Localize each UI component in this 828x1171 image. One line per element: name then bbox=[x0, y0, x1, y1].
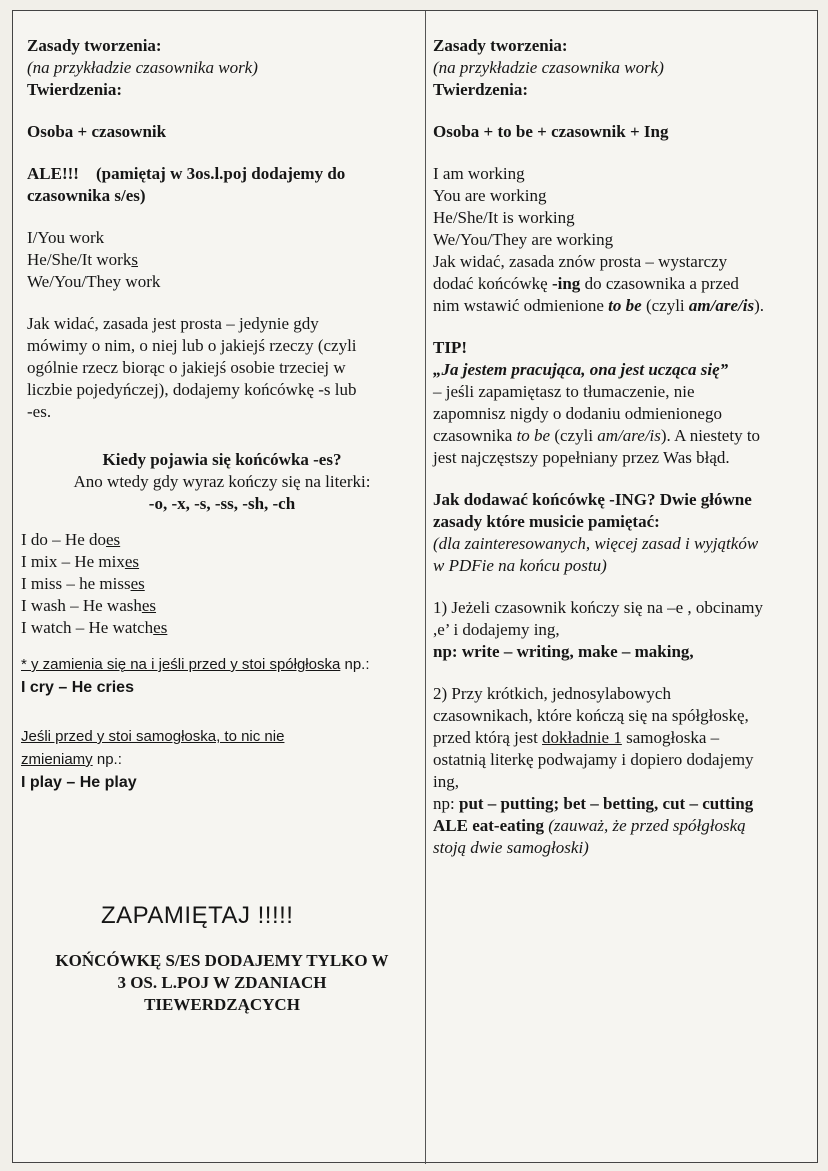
right-expl-2-a: dodać końcówkę bbox=[433, 274, 552, 293]
left-explanation-line-2: mówimy o nim, o niej lub o jakiejś rzeczy (czyli bbox=[27, 336, 357, 355]
right-explanation-line-3 bbox=[433, 295, 825, 317]
y-rule bbox=[21, 653, 417, 699]
left-ale-line bbox=[27, 163, 417, 185]
right-expl-3-c: (czyli bbox=[641, 296, 689, 315]
tip-line-4: jest najczęstszy popełniany przez Was błąd. bbox=[433, 448, 730, 467]
vowel-rule bbox=[21, 725, 417, 794]
tip-3-a: czasownika bbox=[433, 426, 517, 445]
y-rule-line bbox=[21, 653, 417, 676]
es-example-3 bbox=[21, 573, 417, 595]
es-example-4 bbox=[21, 595, 417, 617]
tip-quote: „Ja jestem pracująca, ona jest ucząca się” bbox=[433, 360, 729, 379]
es-example-4-stem: I wash – He wash bbox=[21, 596, 142, 615]
es-endings: -o, -x, -s, -ss, -sh, -ch bbox=[148, 494, 296, 513]
y-rule-example: I cry – He cries bbox=[21, 679, 134, 696]
vowel-rule-underlined: zmieniamy bbox=[21, 751, 93, 768]
left-example-2 bbox=[27, 249, 417, 271]
right-formula: Osoba + to be + czasownik + Ing bbox=[433, 122, 669, 141]
final-rule-line-1: KOŃCÓWKĘ S/ES DODAJEMY TYLKO W bbox=[55, 951, 389, 970]
right-example-3: He/She/It is working bbox=[433, 208, 575, 227]
right-section-title: Twierdzenia: bbox=[433, 80, 529, 99]
right-explanation-line-1: Jak widać, zasada znów prosta – wystarczy bbox=[433, 252, 728, 271]
ing-ale-line bbox=[433, 815, 825, 837]
es-example-1-stem: I do – He do bbox=[21, 530, 106, 549]
right-heading: Zasady tworzenia: bbox=[433, 36, 568, 55]
ing-rule-1-line-2: ,e’ i dodajemy ing, bbox=[433, 620, 560, 639]
left-ale-label: ALE!!! bbox=[27, 164, 79, 183]
rule2-3-c: samogłoska – bbox=[621, 728, 720, 747]
ing-rule-1-line-1: 1) Jeżeli czasownik kończy się na –e , obcinamy bbox=[433, 598, 763, 617]
es-example-3-suffix: es bbox=[130, 574, 145, 593]
ing-rule-2-line-1: 2) Przy krótkich, jednosylabowych bbox=[433, 684, 671, 703]
right-column bbox=[433, 35, 825, 859]
left-example-2-suffix: s bbox=[131, 250, 138, 269]
tip-3-tobe: to be bbox=[516, 426, 551, 445]
es-example-5-suffix: es bbox=[153, 618, 168, 637]
ing-rule-1-example: np: write – writing, make – making, bbox=[433, 642, 694, 661]
left-explanation-line-1: Jak widać, zasada jest prosta – jedynie gdy bbox=[27, 314, 319, 333]
rule2-3-a: przed którą jest bbox=[433, 728, 543, 747]
es-example-5 bbox=[21, 617, 417, 639]
ing-ale-label: ALE eat-eating bbox=[433, 816, 544, 835]
ing-note-1: (dla zainteresowanych, więcej zasad i wyjątków bbox=[433, 534, 759, 553]
es-example-3-stem: I miss – he miss bbox=[21, 574, 131, 593]
ing-rule-2-example bbox=[433, 793, 825, 815]
tip-line-2: zapomnisz nigdy o dodaniu odmienionego bbox=[433, 404, 722, 423]
tip-3-forms: am/are/is bbox=[597, 426, 661, 445]
right-examples bbox=[433, 163, 825, 251]
left-ale-note-1: (pamiętaj w 3os.l.poj dodajemy do bbox=[95, 164, 346, 183]
worksheet bbox=[12, 10, 818, 1163]
ing-rule-2-line-3 bbox=[433, 727, 825, 749]
remember-heading: ZAPAMIĘTAJ !!!!! bbox=[101, 902, 294, 929]
es-examples bbox=[21, 529, 417, 639]
ing-rule-2-line-4: ostatnią literkę podwajamy i dopiero dodajemy bbox=[433, 750, 754, 769]
right-expl-3-e: ). bbox=[754, 296, 764, 315]
rule2-3-exactly-one: dokładnie 1 bbox=[542, 728, 622, 747]
left-subheading: (na przykładzie czasownika work) bbox=[27, 58, 258, 77]
right-subheading: (na przykładzie czasownika work) bbox=[433, 58, 664, 77]
left-example-3: We/You/They work bbox=[27, 272, 161, 291]
right-example-2: You are working bbox=[433, 186, 547, 205]
left-explanation-line-4: liczbie pojedyńczej), dodajemy końcówkę -s lub bbox=[27, 380, 357, 399]
es-example-5-stem: I watch – He watch bbox=[21, 618, 154, 637]
left-explanation-line-5: -es. bbox=[27, 402, 52, 421]
right-explanation-line-2 bbox=[433, 273, 825, 295]
es-question: Kiedy pojawia się końcówka -es? bbox=[102, 450, 342, 469]
vowel-rule-line-1: Jeśli przed y stoi samogłoska, to nic nie bbox=[21, 728, 285, 745]
final-rule bbox=[27, 950, 417, 1016]
left-example-2-stem: He/She/It work bbox=[27, 250, 132, 269]
right-expl-2-c: do czasownika a przed bbox=[580, 274, 739, 293]
ing-rule-2-line-2: czasownikach, które kończą się na spółgłoskę, bbox=[433, 706, 749, 725]
tip-line-3 bbox=[433, 425, 825, 447]
left-examples bbox=[27, 227, 417, 293]
right-expl-3-forms: am/are/is bbox=[688, 296, 755, 315]
es-example-4-suffix: es bbox=[141, 596, 157, 615]
right-example-4: We/You/They are working bbox=[433, 230, 614, 249]
left-section-title: Twierdzenia: bbox=[27, 80, 123, 99]
left-formula: Osoba + czasownik bbox=[27, 122, 167, 141]
vowel-rule-example: I play – He play bbox=[21, 774, 137, 791]
final-rule-line-3: TIEWERDZĄCYCH bbox=[144, 995, 300, 1014]
left-column bbox=[21, 35, 417, 1016]
rule2-example-words: put – putting; bet – betting, cut – cutting bbox=[458, 794, 754, 813]
vowel-rule-line-2 bbox=[21, 748, 417, 771]
es-example-1 bbox=[21, 529, 417, 551]
right-expl-3-tobe: to be bbox=[608, 296, 642, 315]
right-expl-3-a: nim wstawić odmienione bbox=[433, 296, 609, 315]
y-rule-np: np.: bbox=[340, 656, 370, 673]
ing-ale-note-2: stoją dwie samogłoski) bbox=[433, 838, 589, 857]
ing-question-1: Jak dodawać końcówkę -ING? Dwie główne bbox=[433, 490, 752, 509]
right-example-1: I am working bbox=[433, 164, 525, 183]
left-heading: Zasady tworzenia: bbox=[27, 36, 162, 55]
rule2-np: np: bbox=[433, 794, 459, 813]
left-example-1: I/You work bbox=[27, 228, 105, 247]
tip-label: TIP! bbox=[433, 338, 467, 357]
es-example-2-suffix: es bbox=[124, 552, 140, 571]
left-explanation-line-3: ogólnie rzecz biorąc o jakiejś osobie trzeciej w bbox=[27, 358, 346, 377]
es-answer: Ano wtedy gdy wyraz kończy się na literki: bbox=[73, 472, 371, 491]
es-example-2-stem: I mix – He mix bbox=[21, 552, 125, 571]
es-example-2 bbox=[21, 551, 417, 573]
column-divider bbox=[425, 11, 426, 1164]
vowel-rule-np: np.: bbox=[92, 751, 122, 768]
tip-line-1: – jeśli zapamiętasz to tłumaczenie, nie bbox=[433, 382, 695, 401]
left-ale-note-2: czasownika s/es) bbox=[27, 186, 146, 205]
ing-ale-note-1: (zauważ, że przed spółgłoską bbox=[543, 816, 746, 835]
ing-rule-2-line-5: ing, bbox=[433, 772, 459, 791]
left-explanation bbox=[27, 313, 417, 423]
es-example-1-suffix: es bbox=[105, 530, 121, 549]
final-rule-line-2: 3 OS. L.POJ W ZDANIACH bbox=[117, 973, 327, 992]
tip-3-e: ). A niestety to bbox=[660, 426, 761, 445]
ing-note-2: w PDFie na końcu postu) bbox=[433, 556, 607, 575]
right-expl-2-ing: -ing bbox=[551, 274, 581, 293]
tip-3-c: (czyli bbox=[550, 426, 598, 445]
y-rule-text: * y zamienia się na i jeśli przed y stoi spółgłoska bbox=[21, 656, 341, 673]
ing-question-2: zasady które musicie pamiętać: bbox=[433, 512, 660, 531]
